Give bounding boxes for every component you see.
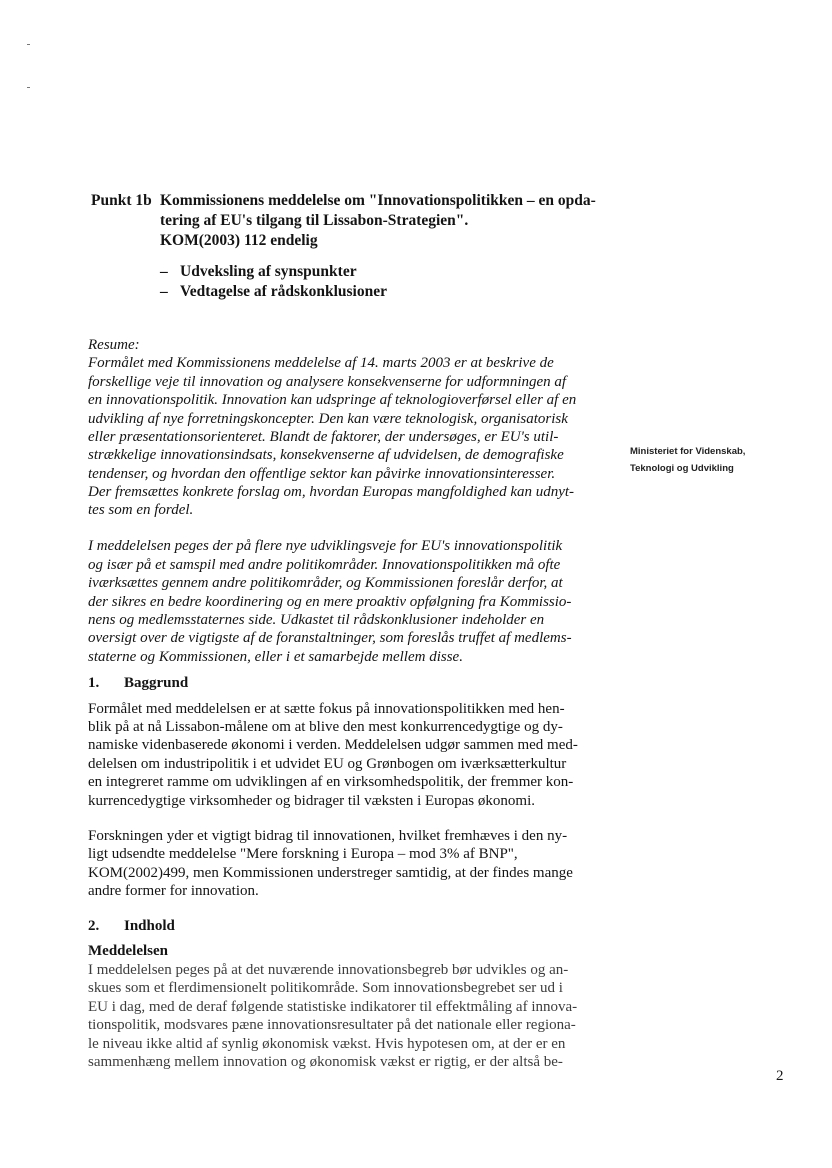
resume-line: strækkelige innovationsindsats, konsekvenserne af udvidelsen, de demografiske [88,447,564,463]
resume-line: Formålet med Kommissionens meddelelse af 14. marts 2003 er at beskrive de [88,355,554,371]
resume-line: eller præsentationsorienteret. Blandt de faktorer, der undersøges, er EU's util- [88,429,559,445]
body-line: ligt udsendte meddelelse "Mere forskning i Europa – mod 3% af BNP", [88,846,518,862]
section-title: Baggrund [124,675,189,691]
agenda-title-line: Kommissionens meddelelse om "Innovationspolitikken – en opda- [160,192,596,209]
subsection-title: Meddelelsen [88,943,168,959]
section-number: 1. [88,675,100,691]
body-line: le niveau ikke altid af synlig økonomisk vækst. Hvis hypotesen om, at der er en [88,1036,566,1052]
ministry-name: Teknologi og Udvikling [630,463,734,474]
body-line: tionspolitik, modsvares pæne innovationsresultater på det nationale eller regiona- [88,1017,576,1033]
resume-line: tendenser, og hvordan den offentlige sektor kan påvirke innovationsinteresser. [88,466,556,482]
scan-mark [27,87,30,88]
resume-line: en innovationspolitik. Innovation kan udspringe af teknologioverførsel eller af en [88,392,577,408]
resume-line: staterne og Kommissionen, eller i et samarbejde mellem disse. [88,649,463,665]
resume-line: Der fremsættes konkrete forslag om, hvordan Europas mangfoldighed kan udnyt- [88,484,575,500]
resume-line: oversigt over de vigtigste af de foranstaltninger, som foreslås truffet af medlems- [88,630,572,646]
agenda-title-line: KOM(2003) 112 endelig [160,232,318,249]
body-line: skues som et flerdimensionelt politikområde. Som innovationsbegrebet ser ud i [88,980,563,996]
section-number: 2. [88,918,100,934]
resume-line: udvikling af nye forretningskoncepter. Den kan være teknologisk, organisatorisk [88,411,568,427]
resume-line: tes som en fordel. [88,502,194,518]
body-line: namiske videnbaserede økonomi i verden. Meddelelsen udgør sammen med med- [88,737,578,753]
scan-mark [27,44,30,45]
body-line: kurrencedygtige virksomheder og bidrager til væksten i Europas økonomi. [88,793,535,809]
body-line: I meddelelsen peges på at det nuværende innovationsbegreb bør udvikles og an- [88,962,569,978]
body-line: sammenhæng mellem innovation og økonomisk vækst er rigtig, er der altså be- [88,1054,563,1070]
resume-line: og især på et samspil med andre politikområder. Innovationspolitikken må ofte [88,557,561,573]
body-line: Forskningen yder et vigtigt bidrag til innovationen, hvilket fremhæves i den ny- [88,828,568,844]
agenda-bullet: – Udveksling af synspunkter [160,263,357,280]
resume-line: iværksættes gennem andre politikområder, og Kommissionen foreslår derfor, at [88,575,563,591]
body-line: blik på at nå Lissabon-målene om at blive den mest konkurrencedygtige og dy- [88,719,563,735]
resume-line: nens og medlemsstaternes side. Udkastet til rådskonklusioner indeholder en [88,612,545,628]
body-line: andre former for innovation. [88,883,259,899]
agenda-item-number: Punkt 1b [91,192,152,209]
body-line: en integreret ramme om udviklingen af en virksomhedspolitik, der fremmer kon- [88,774,574,790]
resume-label: Resume: [88,337,140,353]
body-line: EU i dag, med de deraf følgende statistiske indikatorer til effektmåling af innova- [88,999,578,1015]
resume-line: der sikres en bedre koordinering og en mere proaktiv opfølgning fra Kommissio- [88,594,572,610]
page-number: 2 [776,1068,784,1084]
resume-line: I meddelelsen peges der på flere nye udviklingsveje for EU's innovationspolitik [88,538,563,554]
body-line: delelsen om industripolitik i et udvidet EU og Grønbogen om iværksætterkultur [88,756,567,772]
resume-line: forskellige veje til innovation og analysere konsekvenserne for udformningen af [88,374,567,390]
agenda-title-line: tering af EU's tilgang til Lissabon-Strategien". [160,212,469,229]
body-line: KOM(2002)499, men Kommissionen understreger samtidig, at der findes mange [88,865,573,881]
body-line: Formålet med meddelelsen er at sætte fokus på innovationspolitikken med hen- [88,701,565,717]
ministry-name: Ministeriet for Videnskab, [630,446,746,457]
section-title: Indhold [124,918,175,934]
agenda-bullet: – Vedtagelse af rådskonklusioner [160,283,387,300]
